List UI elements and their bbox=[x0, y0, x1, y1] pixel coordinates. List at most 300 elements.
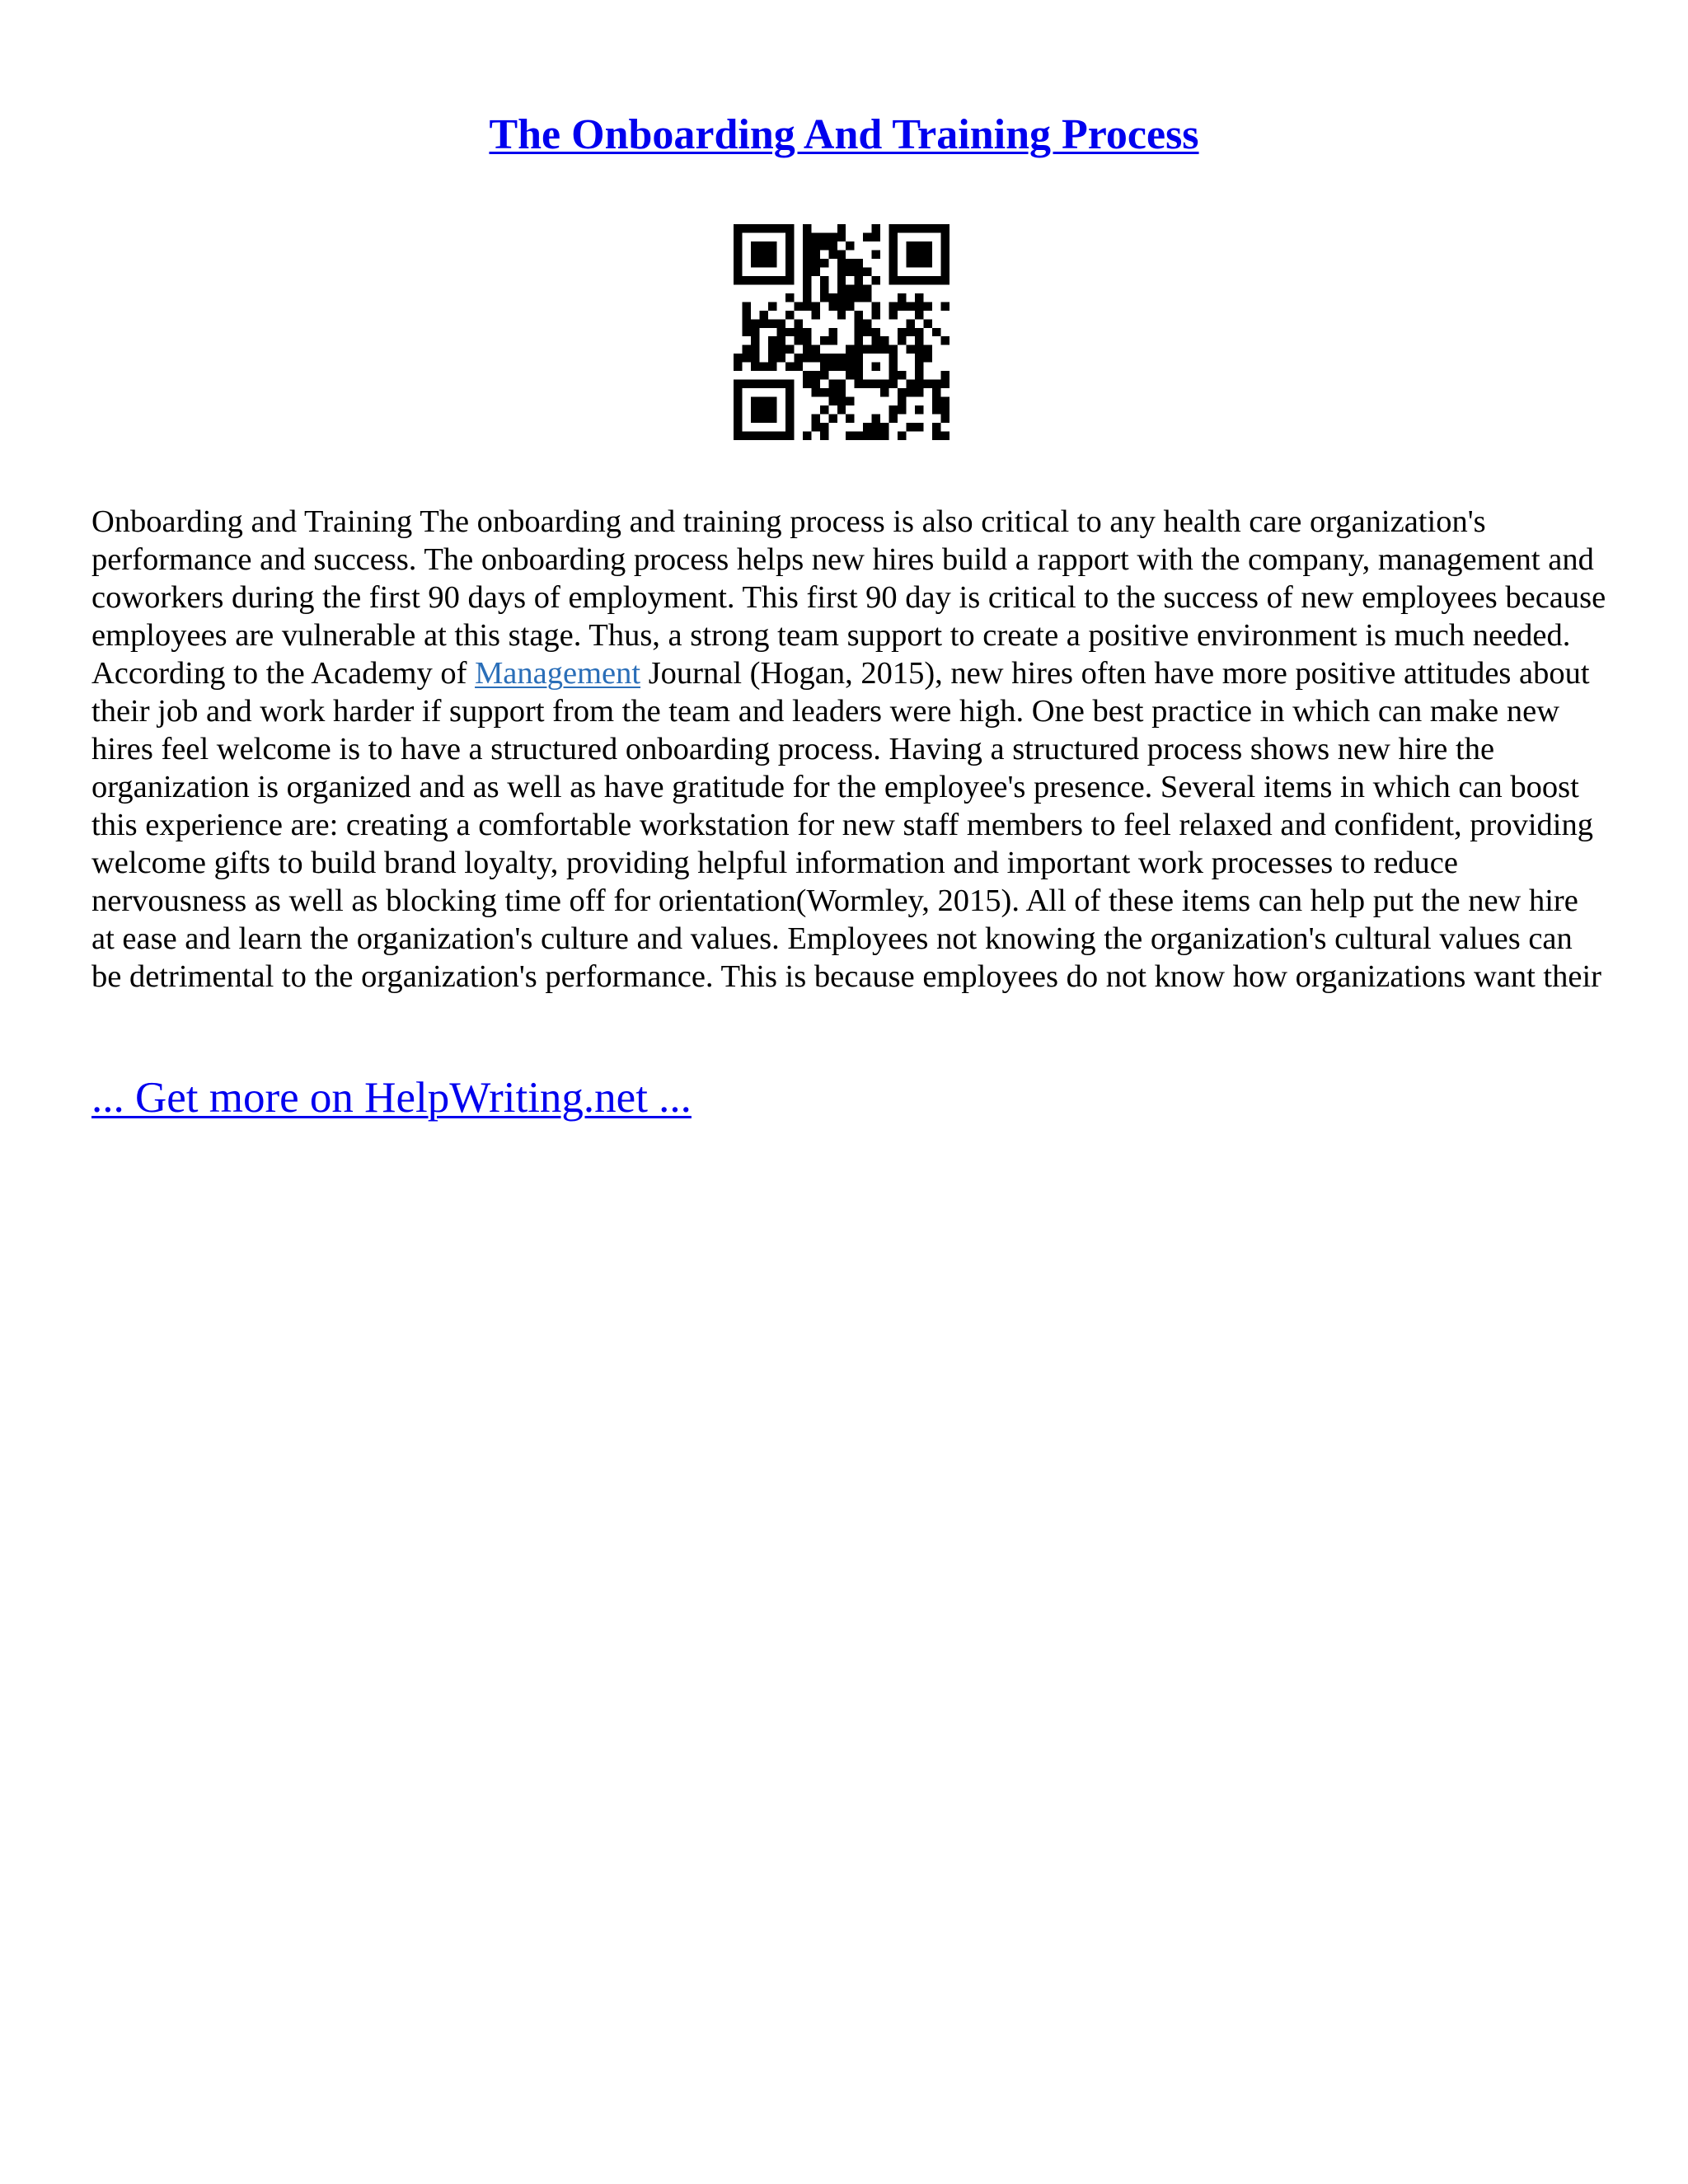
qr-module bbox=[837, 363, 846, 371]
qr-module bbox=[880, 423, 889, 431]
qr-module bbox=[811, 388, 819, 396]
qr-module bbox=[751, 397, 759, 405]
qr-module bbox=[759, 380, 767, 388]
qr-module bbox=[759, 241, 767, 250]
qr-module bbox=[863, 293, 871, 302]
qr-module bbox=[924, 276, 932, 284]
qr-module bbox=[855, 311, 863, 319]
qr-module bbox=[932, 380, 940, 388]
qr-module bbox=[872, 336, 880, 344]
qr-module bbox=[828, 328, 837, 336]
qr-module bbox=[846, 371, 854, 379]
qr-module bbox=[880, 345, 889, 354]
qr-module bbox=[785, 328, 794, 336]
qr-module bbox=[742, 432, 750, 440]
qr-module bbox=[863, 232, 871, 241]
qr-module bbox=[855, 276, 863, 284]
qr-module bbox=[898, 432, 906, 440]
qr-module bbox=[751, 363, 759, 371]
qr-module bbox=[759, 311, 767, 319]
qr-module bbox=[820, 284, 828, 293]
qr-module bbox=[941, 405, 950, 414]
qr-module bbox=[734, 397, 742, 405]
qr-module bbox=[941, 302, 950, 310]
qr-module bbox=[820, 276, 828, 284]
qr-module bbox=[846, 267, 854, 275]
qr-module bbox=[872, 276, 880, 284]
qr-module bbox=[785, 397, 794, 405]
qr-module bbox=[742, 302, 750, 310]
qr-module bbox=[803, 259, 811, 267]
qr-module bbox=[751, 432, 759, 440]
qr-module bbox=[907, 259, 915, 267]
qr-module bbox=[776, 354, 785, 362]
qr-module bbox=[855, 371, 863, 379]
qr-module bbox=[889, 267, 898, 275]
qr-module bbox=[924, 259, 932, 267]
qr-module bbox=[776, 328, 785, 336]
qr-module bbox=[828, 388, 837, 396]
qr-module bbox=[768, 276, 776, 284]
qr-module bbox=[794, 328, 802, 336]
qr-module bbox=[889, 259, 898, 267]
qr-module bbox=[759, 363, 767, 371]
qr-module bbox=[941, 224, 950, 232]
qr-module bbox=[803, 276, 811, 284]
qr-module bbox=[768, 224, 776, 232]
qr-module bbox=[768, 397, 776, 405]
qr-module bbox=[941, 371, 950, 379]
qr-module bbox=[915, 371, 923, 379]
qr-module bbox=[837, 405, 846, 414]
qr-module bbox=[820, 259, 828, 267]
qr-module bbox=[742, 276, 750, 284]
qr-module bbox=[941, 397, 950, 405]
qr-module bbox=[898, 293, 906, 302]
qr-module bbox=[734, 354, 742, 362]
qr-module bbox=[837, 311, 846, 319]
qr-module bbox=[759, 319, 767, 327]
qr-module bbox=[820, 405, 828, 414]
qr-module bbox=[785, 380, 794, 388]
qr-module bbox=[924, 380, 932, 388]
qr-module bbox=[837, 293, 846, 302]
qr-module bbox=[863, 267, 871, 275]
qr-module bbox=[734, 250, 742, 258]
qr-module bbox=[837, 284, 846, 293]
qr-module bbox=[855, 354, 863, 362]
qr-module bbox=[734, 405, 742, 414]
qr-module bbox=[751, 241, 759, 250]
qr-module bbox=[872, 363, 880, 371]
qr-module bbox=[889, 311, 898, 319]
qr-module bbox=[837, 224, 846, 232]
qr-module bbox=[803, 224, 811, 232]
qr-module bbox=[880, 432, 889, 440]
qr-module bbox=[907, 319, 915, 327]
qr-module bbox=[855, 328, 863, 336]
qr-module bbox=[828, 241, 837, 250]
qr-module bbox=[751, 276, 759, 284]
qr-module bbox=[751, 415, 759, 423]
qr-module bbox=[811, 371, 819, 379]
qr-module bbox=[863, 423, 871, 431]
qr-module bbox=[863, 432, 871, 440]
qr-module bbox=[915, 311, 923, 319]
qr-module bbox=[751, 224, 759, 232]
qr-module bbox=[889, 276, 898, 284]
qr-module bbox=[759, 224, 767, 232]
qr-module bbox=[828, 232, 837, 241]
qr-module bbox=[855, 336, 863, 344]
qr-module bbox=[768, 259, 776, 267]
qr-module bbox=[785, 432, 794, 440]
qr-module bbox=[915, 345, 923, 354]
qr-module bbox=[742, 311, 750, 319]
qr-module bbox=[846, 363, 854, 371]
qr-module bbox=[742, 380, 750, 388]
qr-module bbox=[811, 380, 819, 388]
qr-module bbox=[898, 276, 906, 284]
qr-module bbox=[872, 250, 880, 258]
qr-module bbox=[811, 241, 819, 250]
qr-module bbox=[828, 336, 837, 344]
qr-module bbox=[751, 328, 759, 336]
qr-module bbox=[863, 345, 871, 354]
qr-module bbox=[794, 354, 802, 362]
qr-module bbox=[785, 259, 794, 267]
qr-module bbox=[915, 328, 923, 336]
qr-module bbox=[889, 250, 898, 258]
qr-module bbox=[872, 302, 880, 310]
qr-module bbox=[941, 380, 950, 388]
qr-module bbox=[898, 302, 906, 310]
qr-module bbox=[915, 250, 923, 258]
qr-module bbox=[863, 284, 871, 293]
qr-module bbox=[855, 284, 863, 293]
qr-module bbox=[751, 336, 759, 344]
qr-module bbox=[932, 328, 940, 336]
qr-module bbox=[768, 319, 776, 327]
qr-module bbox=[846, 241, 854, 250]
qr-module bbox=[768, 405, 776, 414]
qr-module bbox=[837, 267, 846, 275]
qr-module bbox=[915, 405, 923, 414]
qr-module bbox=[794, 363, 802, 371]
qr-module bbox=[803, 432, 811, 440]
qr-module bbox=[768, 432, 776, 440]
qr-module bbox=[776, 432, 785, 440]
qr-module bbox=[846, 302, 854, 310]
qr-module bbox=[837, 276, 846, 284]
qr-module bbox=[889, 232, 898, 241]
qr-module bbox=[811, 311, 819, 319]
qr-module bbox=[803, 371, 811, 379]
qr-module bbox=[941, 276, 950, 284]
qr-module bbox=[785, 224, 794, 232]
qr-module bbox=[941, 250, 950, 258]
qr-module bbox=[898, 397, 906, 405]
qr-module bbox=[846, 345, 854, 354]
body-text-start: Onboarding and Training The onboarding and training process is also critical to any health care organization's performance and success. The onboarding process helps new hires build a rapport with the company, management and coworkers during the first 90 days of employment. This first 90 day is critical to the success of new employees because employees are vulnerable at this stage. Thus, a strong team support to create a positive environment is much needed. According to the Academy of bbox=[91, 504, 1606, 691]
qr-module bbox=[889, 405, 898, 414]
qr-module bbox=[820, 232, 828, 241]
qr-module bbox=[889, 345, 898, 354]
document-title-link[interactable]: The Onboarding And Training Process bbox=[489, 111, 1199, 158]
qr-module bbox=[915, 336, 923, 344]
qr-module bbox=[820, 371, 828, 379]
qr-module bbox=[889, 224, 898, 232]
qr-module bbox=[811, 302, 819, 310]
qr-module bbox=[846, 432, 854, 440]
qr-module bbox=[924, 319, 932, 327]
qr-module bbox=[941, 336, 950, 344]
qr-module bbox=[811, 354, 819, 362]
qr-module bbox=[734, 259, 742, 267]
qr-module bbox=[734, 224, 742, 232]
qr-module bbox=[820, 388, 828, 396]
qr-module bbox=[924, 302, 932, 310]
qr-module bbox=[751, 380, 759, 388]
qr-module bbox=[776, 319, 785, 327]
qr-module bbox=[846, 397, 854, 405]
qr-module bbox=[941, 432, 950, 440]
qr-module bbox=[837, 259, 846, 267]
qr-module bbox=[803, 328, 811, 336]
qr-module bbox=[855, 345, 863, 354]
qr-module bbox=[734, 388, 742, 396]
qr-module bbox=[828, 354, 837, 362]
qr-module bbox=[932, 388, 940, 396]
qr-module bbox=[855, 259, 863, 267]
qr-module bbox=[803, 380, 811, 388]
qr-module bbox=[811, 415, 819, 423]
qr-module bbox=[924, 345, 932, 354]
qr-module bbox=[872, 311, 880, 319]
qr-module bbox=[776, 380, 785, 388]
qr-module bbox=[880, 380, 889, 388]
qr-module bbox=[768, 345, 776, 354]
qr-module bbox=[828, 397, 837, 405]
qr-module bbox=[863, 328, 871, 336]
qr-module bbox=[915, 354, 923, 362]
qr-module bbox=[855, 319, 863, 327]
qr-module bbox=[828, 415, 837, 423]
qr-module bbox=[734, 363, 742, 371]
qr-module bbox=[837, 380, 846, 388]
qr-module bbox=[880, 388, 889, 396]
qr-module bbox=[820, 354, 828, 362]
get-more-link[interactable]: ... Get more on HelpWriting.net ... bbox=[91, 1074, 692, 1122]
qr-module bbox=[811, 250, 819, 258]
qr-module bbox=[768, 250, 776, 258]
qr-module bbox=[846, 293, 854, 302]
qr-module bbox=[915, 276, 923, 284]
qr-module bbox=[768, 380, 776, 388]
qr-module bbox=[785, 423, 794, 431]
qr-module bbox=[794, 336, 802, 344]
qr-module bbox=[863, 319, 871, 327]
qr-module bbox=[820, 293, 828, 302]
qr-module bbox=[872, 224, 880, 232]
qr-module bbox=[785, 405, 794, 414]
qr-module bbox=[828, 250, 837, 258]
qr-module bbox=[855, 380, 863, 388]
qr-module bbox=[924, 354, 932, 362]
qr-module bbox=[828, 293, 837, 302]
qr-module bbox=[785, 345, 794, 354]
qr-module bbox=[898, 336, 906, 344]
qr-module bbox=[924, 250, 932, 258]
qr-module bbox=[855, 293, 863, 302]
qr-module bbox=[759, 259, 767, 267]
title-container bbox=[0, 109, 1688, 162]
qr-module bbox=[811, 232, 819, 241]
qr-module bbox=[846, 415, 854, 423]
qr-module bbox=[828, 380, 837, 388]
qr-module bbox=[803, 293, 811, 302]
qr-module bbox=[924, 224, 932, 232]
qr-module bbox=[855, 432, 863, 440]
qr-module bbox=[785, 293, 794, 302]
qr-module bbox=[768, 354, 776, 362]
qr-module bbox=[898, 224, 906, 232]
qr-module bbox=[898, 388, 906, 396]
qr-module bbox=[759, 276, 767, 284]
qr-module bbox=[837, 232, 846, 241]
qr-module bbox=[898, 328, 906, 336]
qr-module bbox=[915, 423, 923, 431]
qr-module bbox=[872, 432, 880, 440]
qr-module bbox=[785, 267, 794, 275]
qr-module bbox=[751, 345, 759, 354]
qr-module bbox=[932, 405, 940, 414]
qr-module bbox=[820, 336, 828, 344]
qr-module bbox=[734, 241, 742, 250]
qr-module bbox=[855, 267, 863, 275]
qr-module bbox=[880, 336, 889, 344]
qr-module bbox=[907, 250, 915, 258]
qr-module bbox=[889, 241, 898, 250]
qr-module bbox=[872, 328, 880, 336]
qr-module bbox=[907, 423, 915, 431]
qr-module bbox=[837, 250, 846, 258]
qr-module bbox=[846, 354, 854, 362]
qr-module bbox=[734, 232, 742, 241]
qr-module bbox=[785, 276, 794, 284]
qr-module bbox=[776, 276, 785, 284]
qr-module bbox=[768, 336, 776, 344]
qr-module bbox=[734, 432, 742, 440]
qr-module bbox=[863, 380, 871, 388]
qr-module bbox=[846, 259, 854, 267]
qr-module bbox=[803, 336, 811, 344]
qr-module bbox=[907, 345, 915, 354]
qr-module bbox=[803, 354, 811, 362]
qr-module bbox=[915, 302, 923, 310]
qr-code-icon bbox=[734, 224, 950, 440]
qr-module bbox=[751, 259, 759, 267]
qr-module bbox=[751, 319, 759, 327]
qr-module bbox=[915, 259, 923, 267]
qr-module bbox=[811, 423, 819, 431]
qr-module bbox=[932, 397, 940, 405]
qr-module bbox=[915, 224, 923, 232]
qr-module bbox=[907, 380, 915, 388]
qr-module bbox=[837, 397, 846, 405]
qr-module bbox=[811, 259, 819, 267]
qr-module bbox=[820, 432, 828, 440]
qr-module bbox=[872, 232, 880, 241]
management-link[interactable]: Management bbox=[475, 656, 641, 691]
qr-module bbox=[776, 224, 785, 232]
qr-module bbox=[915, 241, 923, 250]
qr-module bbox=[915, 293, 923, 302]
qr-module bbox=[915, 388, 923, 396]
qr-module bbox=[803, 250, 811, 258]
qr-module bbox=[768, 363, 776, 371]
qr-module bbox=[759, 397, 767, 405]
qr-module bbox=[898, 405, 906, 414]
qr-module bbox=[941, 232, 950, 241]
qr-module bbox=[907, 328, 915, 336]
qr-module bbox=[932, 423, 940, 431]
qr-module bbox=[872, 423, 880, 431]
qr-module bbox=[742, 345, 750, 354]
qr-module bbox=[915, 380, 923, 388]
qr-module bbox=[837, 354, 846, 362]
qr-module bbox=[785, 232, 794, 241]
qr-module bbox=[837, 302, 846, 310]
qr-module bbox=[734, 380, 742, 388]
qr-module bbox=[924, 241, 932, 250]
qr-module bbox=[768, 415, 776, 423]
qr-module bbox=[768, 241, 776, 250]
qr-module bbox=[742, 328, 750, 336]
qr-module bbox=[820, 241, 828, 250]
qr-module bbox=[785, 415, 794, 423]
qr-module bbox=[803, 267, 811, 275]
qr-module bbox=[811, 345, 819, 354]
qr-module bbox=[803, 232, 811, 241]
qr-module bbox=[803, 302, 811, 310]
qr-module bbox=[751, 405, 759, 414]
qr-module bbox=[820, 363, 828, 371]
qr-module bbox=[803, 345, 811, 354]
qr-module bbox=[776, 336, 785, 344]
qr-module bbox=[803, 284, 811, 293]
qr-module bbox=[742, 224, 750, 232]
qr-module bbox=[941, 415, 950, 423]
qr-module bbox=[734, 415, 742, 423]
qr-module bbox=[907, 241, 915, 250]
qr-module bbox=[776, 345, 785, 354]
qr-module bbox=[734, 276, 742, 284]
qr-module bbox=[768, 302, 776, 310]
qr-module bbox=[907, 388, 915, 396]
qr-module bbox=[759, 405, 767, 414]
qr-module bbox=[932, 224, 940, 232]
qr-module bbox=[751, 250, 759, 258]
qr-module bbox=[820, 423, 828, 431]
qr-module bbox=[785, 363, 794, 371]
qr-module bbox=[941, 267, 950, 275]
qr-module bbox=[907, 224, 915, 232]
qr-module bbox=[889, 415, 898, 423]
qr-module bbox=[889, 363, 898, 371]
qr-module bbox=[742, 354, 750, 362]
qr-module bbox=[828, 302, 837, 310]
